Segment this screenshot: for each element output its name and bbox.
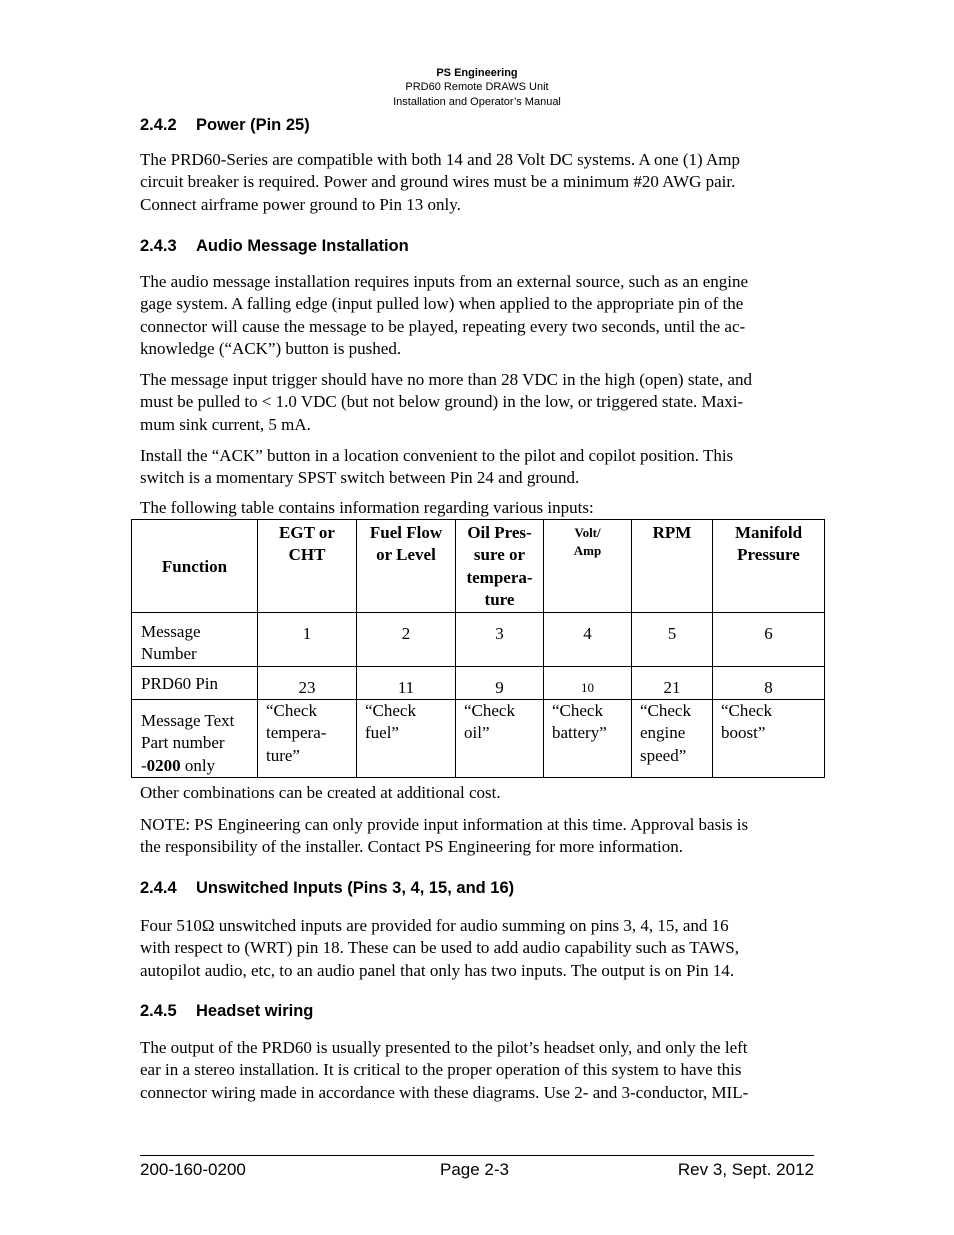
row-label-message-number [132, 612, 258, 666]
table-cell [713, 700, 825, 778]
text-line: The PRD60-Series are compatible with both 14 and 28 Volt DC systems. A one (1) Amp [140, 150, 740, 169]
header-line: EGT or [279, 523, 335, 542]
page-footer [140, 1155, 814, 1179]
table-row-message-text [132, 700, 825, 778]
cell-line: engine [640, 723, 686, 743]
audio-paragraph-1 [140, 271, 830, 361]
row-label-message-text [132, 700, 258, 778]
table-cell [357, 700, 456, 778]
header-line: Volt/ [574, 525, 601, 540]
table-cell: 1 [258, 612, 357, 666]
table-intro: The following table contains information regarding various inputs: [140, 498, 594, 517]
table-header-rpm [632, 520, 713, 613]
header-manual-title: Installation and Operator’s Manual [393, 96, 561, 108]
text-line: Install the “ACK” button in a location convenient to the pilot and copilot position. This [140, 446, 734, 465]
part-number: 0200 [146, 755, 181, 775]
table-cell: 23 [258, 666, 357, 699]
table-cell: 3 [456, 612, 544, 666]
header-line: Manifold [734, 523, 803, 542]
headset-paragraph [140, 1037, 830, 1104]
cell-line: oil” [464, 723, 490, 743]
section-title: Headset wiring [196, 1002, 314, 1020]
table-header-egt [258, 520, 357, 613]
header-line: ture [484, 590, 515, 610]
section-title: Power (Pin 25) [196, 116, 310, 134]
section-title: Audio Message Installation [196, 237, 409, 255]
power-paragraph [140, 149, 830, 216]
text-line: The audio message installation requires inputs from an external source, such as an engine [140, 272, 749, 291]
text-line: knowledge (“ACK”) button is pushed. [140, 339, 402, 359]
table-cell: 9 [456, 666, 544, 699]
section-number: 2.4.2 [140, 116, 177, 134]
header-line: or Level [376, 545, 436, 565]
footer-page-number: Page 2-3 [440, 1160, 509, 1179]
row-label-pin: PRD60 Pin [132, 666, 258, 699]
label-suffix: only [180, 755, 216, 775]
label-line: Number [141, 644, 197, 664]
header-line: Pressure [737, 545, 800, 565]
cell-line: tempera- [266, 723, 327, 743]
text-line: connector wiring made in accordance with these diagrams. Use 2- and 3-conductor, MIL- [140, 1082, 749, 1102]
inputs-table [131, 519, 825, 778]
cell-line: “Check [464, 701, 515, 721]
header-line: tempera- [466, 567, 533, 587]
cell-line: fuel” [365, 723, 399, 743]
text-line: The output of the PRD60 is usually presented to the pilot’s headset only, and only the left [140, 1038, 748, 1057]
table-cell: 6 [713, 612, 825, 666]
table-cell: 11 [357, 666, 456, 699]
audio-paragraph-3 [140, 445, 830, 490]
table-header-function: Function [132, 520, 258, 613]
table-row-message-number [132, 612, 825, 666]
table-cell: 5 [632, 612, 713, 666]
section-title: Unswitched Inputs (Pins 3, 4, 15, and 16) [196, 879, 515, 897]
cell-line: battery” [552, 723, 607, 743]
section-number: 2.4.3 [140, 237, 177, 255]
header-product: PRD60 Remote DRAWS Unit [405, 81, 549, 93]
cell-line: “Check [640, 701, 691, 721]
text-line: with respect to (WRT) pin 18. These can be used to add audio capability such as TAWS, [140, 938, 739, 958]
text-line: must be pulled to < 1.0 VDC (but not below ground) in the low, or triggered state. Maxi- [140, 392, 744, 412]
text-line: gage system. A falling edge (input pulled low) when applied to the appropriate pin of the [140, 294, 744, 314]
table-cell: 21 [632, 666, 713, 699]
text-line: Connect airframe power ground to Pin 13 only. [140, 194, 461, 214]
text-line: The message input trigger should have no more than 28 VDC in the high (open) state, and [140, 370, 753, 389]
header-line: RPM [652, 523, 692, 542]
label-line [141, 755, 257, 777]
cell-line: “Check [266, 701, 317, 721]
text-line: mum sink current, 5 mA. [140, 414, 311, 434]
table-cell: 2 [357, 612, 456, 666]
table-cell: 10 [544, 666, 632, 699]
label-prefix: - [141, 755, 147, 775]
cell-line: “Check [721, 701, 772, 721]
footer-doc-number: 200-160-0200 [140, 1160, 246, 1179]
section-heading-power [140, 115, 310, 135]
label-line: Message [141, 621, 201, 641]
section-number: 2.4.5 [140, 1002, 177, 1020]
label-line: Part number [141, 733, 225, 753]
text-line: circuit breaker is required. Power and ground wires must be a minimum #20 AWG pair. [140, 172, 736, 192]
header-company: PS Engineering [436, 67, 518, 79]
section-number: 2.4.4 [140, 879, 177, 897]
text-line: the responsibility of the installer. Contact PS Engineering for more information. [140, 837, 683, 857]
table-header-oil [456, 520, 544, 613]
header-line: sure or [473, 545, 526, 565]
label-line: Message Text [141, 711, 235, 731]
text-line: Four 510Ω unswitched inputs are provided for audio summing on pins 3, 4, 15, and 16 [140, 916, 729, 935]
header-line: Fuel Flow [369, 523, 443, 542]
table-cell: 4 [544, 612, 632, 666]
after-table-text: Other combinations can be created at additional cost. [140, 783, 501, 802]
table-cell [258, 700, 357, 778]
table-header-row [132, 520, 825, 613]
text-line: NOTE: PS Engineering can only provide input information at this time. Approval basis is [140, 815, 749, 834]
table-row-pin [132, 666, 825, 699]
footer-revision: Rev 3, Sept. 2012 [677, 1160, 814, 1179]
cell-line: boost” [721, 723, 766, 743]
table-header-volt-amp [544, 520, 632, 613]
section-heading-unswitched [140, 878, 514, 898]
table-cell [544, 700, 632, 778]
table-cell [456, 700, 544, 778]
unswitched-paragraph [140, 915, 830, 982]
table-cell [632, 700, 713, 778]
cell-line: ture” [266, 745, 300, 765]
header-line: Oil Pres- [467, 523, 532, 542]
cell-line: speed” [640, 745, 687, 765]
cell-line: “Check [365, 701, 416, 721]
section-heading-audio [140, 236, 409, 256]
header-line: Amp [573, 543, 602, 558]
audio-paragraph-2 [140, 369, 830, 436]
table-header-fuel [357, 520, 456, 613]
text-line: switch is a momentary SPST switch between Pin 24 and ground. [140, 468, 580, 488]
table-header-manifold [713, 520, 825, 613]
table-cell: 8 [713, 666, 825, 699]
text-line: autopilot audio, etc, to an audio panel that only has two inputs. The output is on Pin 14. [140, 960, 735, 980]
note-paragraph [140, 814, 830, 859]
header-line: CHT [288, 545, 326, 565]
section-heading-headset [140, 1001, 313, 1021]
text-line: connector will cause the message to be played, repeating every two seconds, until the ac- [140, 316, 746, 336]
cell-line: “Check [552, 701, 603, 721]
text-line: ear in a stereo installation. It is critical to the proper operation of this system to have this [140, 1060, 742, 1080]
